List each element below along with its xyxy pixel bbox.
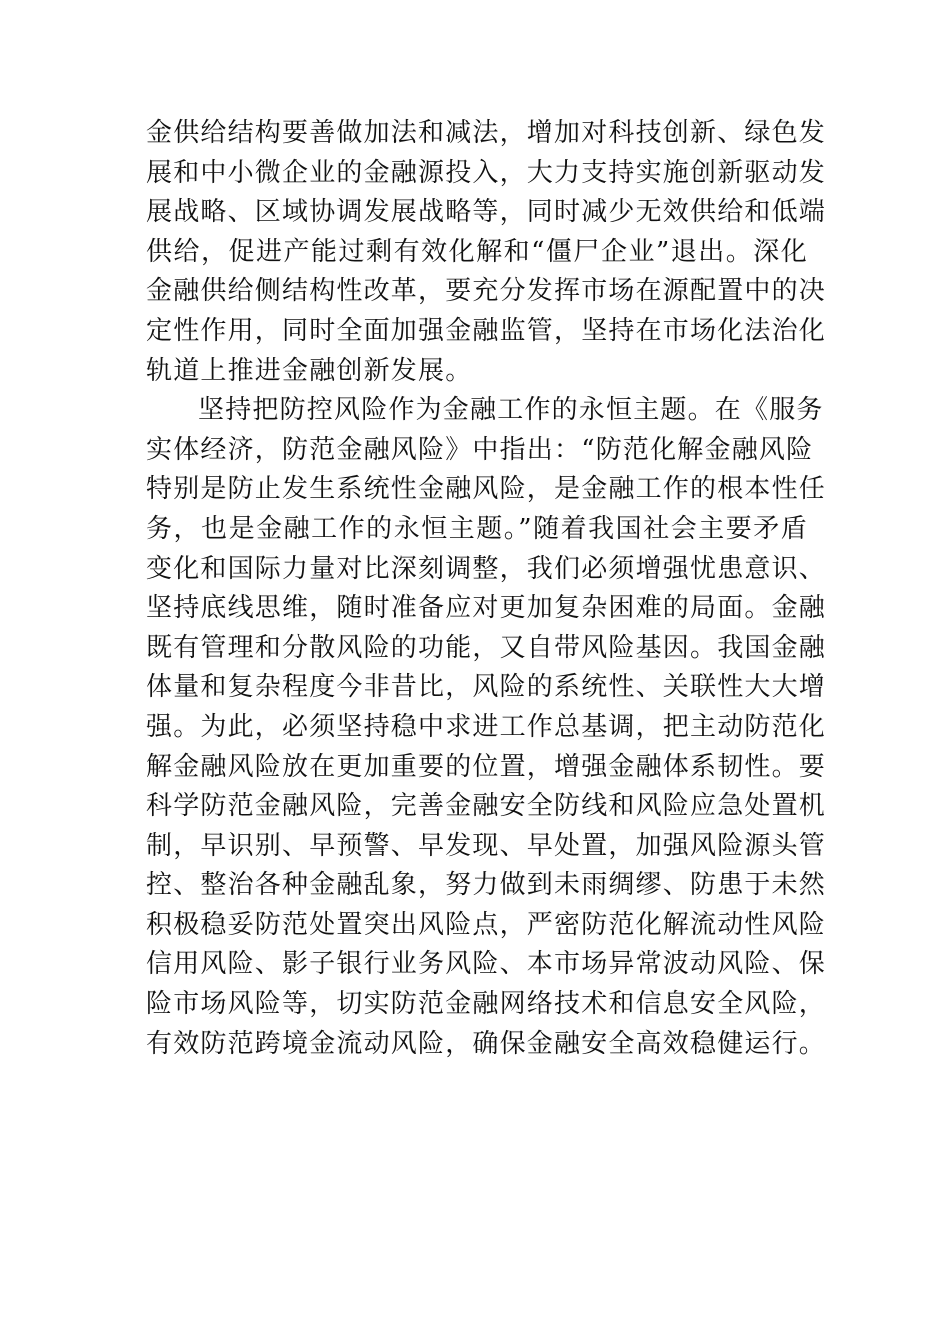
text-line: 展和中小微企业的金融源投入，大力支持实施创新驱动发 (146, 157, 827, 188)
text-line: 强。为此，必须坚持稳中求进工作总基调，把主动防范化 (146, 711, 827, 742)
text-line: 供给，促进产能过剩有效化解和“僵尸企业”退出。深化 (146, 236, 808, 267)
text-line: 科学防范金融风险，完善金融安全防线和风险应急处置机 (146, 791, 827, 822)
text-line: 控、整治各种金融乱象，努力做到未雨绸缪、防患于未然 (146, 870, 827, 901)
text-line: 定性作用，同时全面加强金融监管，坚持在市场化法治化 (146, 315, 827, 346)
text-line: 实体经济，防范金融风险》中指出：“防范化解金融风险 (146, 434, 814, 465)
text-line: 积极稳妥防范处置突出风险点，严密防范化解流动性风险 (146, 909, 827, 940)
text-line: 坚持把防控风险作为金融工作的永恒主题。在《服务 (198, 395, 824, 426)
paragraph-2 (146, 391, 827, 1064)
text-line: 制，早识别、早预警、早发现、早处置，加强风险源头管 (146, 830, 827, 861)
text-line: 金融供给侧结构性改革，要充分发挥市场在源配置中的决 (146, 276, 827, 307)
paragraph-1 (146, 114, 827, 391)
text-line: 既有管理和分散风险的功能，又自带风险基因。我国金融 (146, 632, 827, 663)
text-line: 特别是防止发生系统性金融风险，是金融工作的根本性任 (146, 474, 827, 505)
text-line: 轨道上推进金融创新发展。 (146, 355, 473, 386)
text-line: 金供给结构要善做加法和减法，增加对科技创新、绿色发 (146, 118, 827, 148)
text-line: 有效防范跨境金流动风险，确保金融安全高效稳健运行。 (146, 1028, 827, 1059)
text-line: 变化和国际力量对比深刻调整，我们必须增强忧患意识、 (146, 553, 827, 584)
text-line: 险市场风险等，切实防范金融网络技术和信息安全风险， (146, 989, 827, 1020)
text-line: 解金融风险放在更加重要的位置，增强金融体系韧性。要 (146, 751, 827, 782)
text-line: 体量和复杂程度今非昔比，风险的系统性、关联性大大增 (146, 672, 827, 703)
document-body (146, 114, 827, 1064)
text-line: 务，也是金融工作的永恒主题。”随着我国社会主要矛盾 (146, 513, 808, 544)
text-line: 展战略、区域协调发展战略等，同时减少无效供给和低端 (146, 197, 827, 228)
text-line: 信用风险、影子银行业务风险、本市场异常波动风险、保 (146, 949, 827, 980)
text-line: 坚持底线思维，随时准备应对更加复杂困难的局面。金融 (146, 593, 827, 624)
